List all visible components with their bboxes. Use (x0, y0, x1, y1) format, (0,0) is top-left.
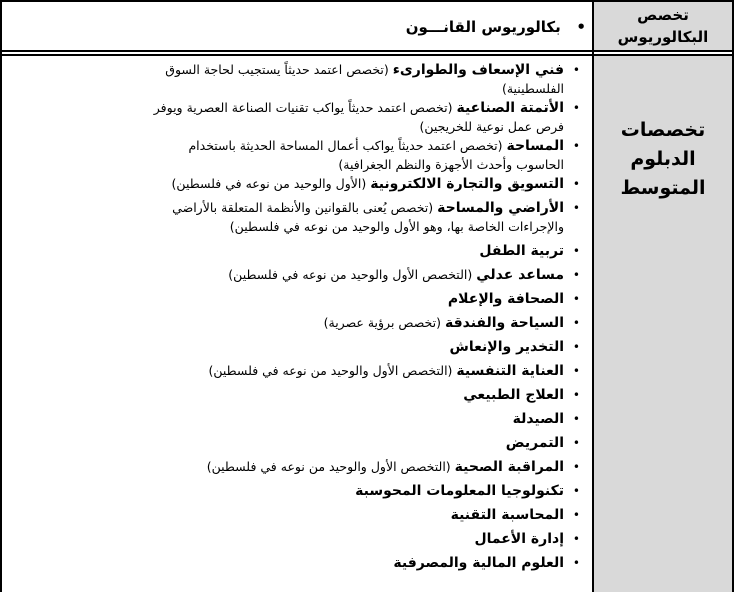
specialization-name: العلاج الطبيعي (463, 387, 564, 403)
border-left (0, 0, 2, 592)
bachelor-label-cell (594, 2, 732, 50)
list-item (146, 386, 586, 405)
bullet: • (572, 316, 580, 330)
specialization-name: الأتمتة الصناعية (456, 100, 564, 116)
specialization-note: (تخصص يُعنى بالقوانين والأنظمة المتعلقة بالأراضي والإجراءات الخاصة بها، وهو الأول والوحيد من نوعه في فلسطين) (172, 200, 564, 234)
specialization-name: العناية التنفسية (456, 363, 564, 379)
bullet: • (572, 532, 580, 546)
specialization-name: الصحافة والإعلام (447, 291, 564, 307)
specialization-note: (التخصص الأول والوحيد من نوعه في فلسطين) (228, 267, 477, 282)
bullet: • (572, 556, 580, 570)
list-item (146, 554, 586, 573)
specialization-name: المحاسبة التقنية (450, 507, 564, 523)
specialization-name: تربية الطفل (479, 243, 564, 259)
list-item (146, 482, 586, 501)
bullet: • (572, 340, 580, 354)
list-item (146, 199, 586, 237)
bullet: • (572, 388, 580, 402)
specialization-name: المراقبة الصحية (454, 459, 564, 475)
specialization-note: (تخصص اعتمد حديثاً يستجيب لحاجة السوق الفلسطينية) (165, 62, 564, 96)
list-item (146, 530, 586, 549)
bullet: • (572, 364, 580, 378)
specialization-note: (الأول والوحيد من نوعه في فلسطين) (171, 176, 371, 191)
bullet: • (572, 460, 580, 474)
bullet: • (572, 63, 580, 77)
specialization-note: (التخصص الأول والوحيد من نوعه في فلسطين) (208, 363, 457, 378)
specialization-name: إدارة الأعمال (474, 531, 564, 547)
specialization-note: (تخصص اعتمد حديثاً يواكب أعمال المساحة الحديثة باستخدام الحاسوب وأحدث الأجهزة والنظم الجغرافية) (188, 138, 564, 172)
bullet: • (572, 436, 580, 450)
list-item (146, 290, 586, 309)
bachelor-label: تخصص البكالوريوس (617, 6, 709, 46)
bullet: • (572, 139, 580, 153)
list-item (146, 362, 586, 381)
specialization-name: العلوم المالية والمصرفية (393, 555, 564, 571)
specialization-note: (تخصص برؤية عصرية) (323, 315, 445, 330)
specialization-note: (التخصص الأول والوحيد من نوعه في فلسطين) (206, 459, 455, 474)
bullet: • (572, 244, 580, 258)
specialization-name: التمريض (505, 435, 564, 451)
specialization-name: مساعد عدلي (476, 267, 564, 283)
specialization-name: المساحة (506, 138, 564, 154)
specialization-name: تكنولوجيا المعلومات المحوسبة (355, 483, 564, 499)
specialization-name: التخدير والإنعاش (449, 339, 564, 355)
list-item (146, 434, 586, 453)
bullet: • (572, 201, 580, 215)
specialization-name: السياحة والفندقة (444, 315, 564, 331)
bullet: • (572, 177, 580, 191)
bullet: • (572, 268, 580, 282)
specialization-name: الصيدلة (512, 411, 564, 427)
bullet: • (572, 412, 580, 426)
list-item (146, 458, 586, 477)
list-item (146, 137, 586, 175)
bachelor-item (406, 18, 586, 36)
list-item (146, 506, 586, 525)
list-item (146, 410, 586, 429)
bullet: • (572, 508, 580, 522)
specialization-note: (تخصص اعتمد حديثاً يواكب تقنيات الصناعة العصرية ويوفر فرص عمل نوعية للخريجين) (153, 100, 564, 134)
diploma-list (146, 61, 586, 573)
specialization-name: التسويق والتجارة الالكترونية (370, 176, 564, 192)
specialization-name: الأراضي والمساحة (437, 200, 564, 216)
specialization-name: فني الإسعاف والطوارىء (392, 62, 564, 78)
list-item (146, 266, 586, 285)
list-item (146, 242, 586, 261)
list-item (146, 99, 586, 137)
diploma-label: تخصصات الدبلوم المتوسط (620, 119, 706, 199)
border-row-sep-1 (0, 50, 734, 52)
bullet: • (572, 101, 580, 115)
list-item (146, 338, 586, 357)
bullet: • (576, 18, 586, 36)
bullet: • (572, 292, 580, 306)
bullet: • (572, 484, 580, 498)
diploma-label-cell (594, 56, 732, 592)
list-item (146, 61, 586, 99)
bachelor-item-text: بكالوريوس القانـــون (405, 18, 561, 36)
list-item (146, 314, 586, 333)
list-item (146, 175, 586, 194)
